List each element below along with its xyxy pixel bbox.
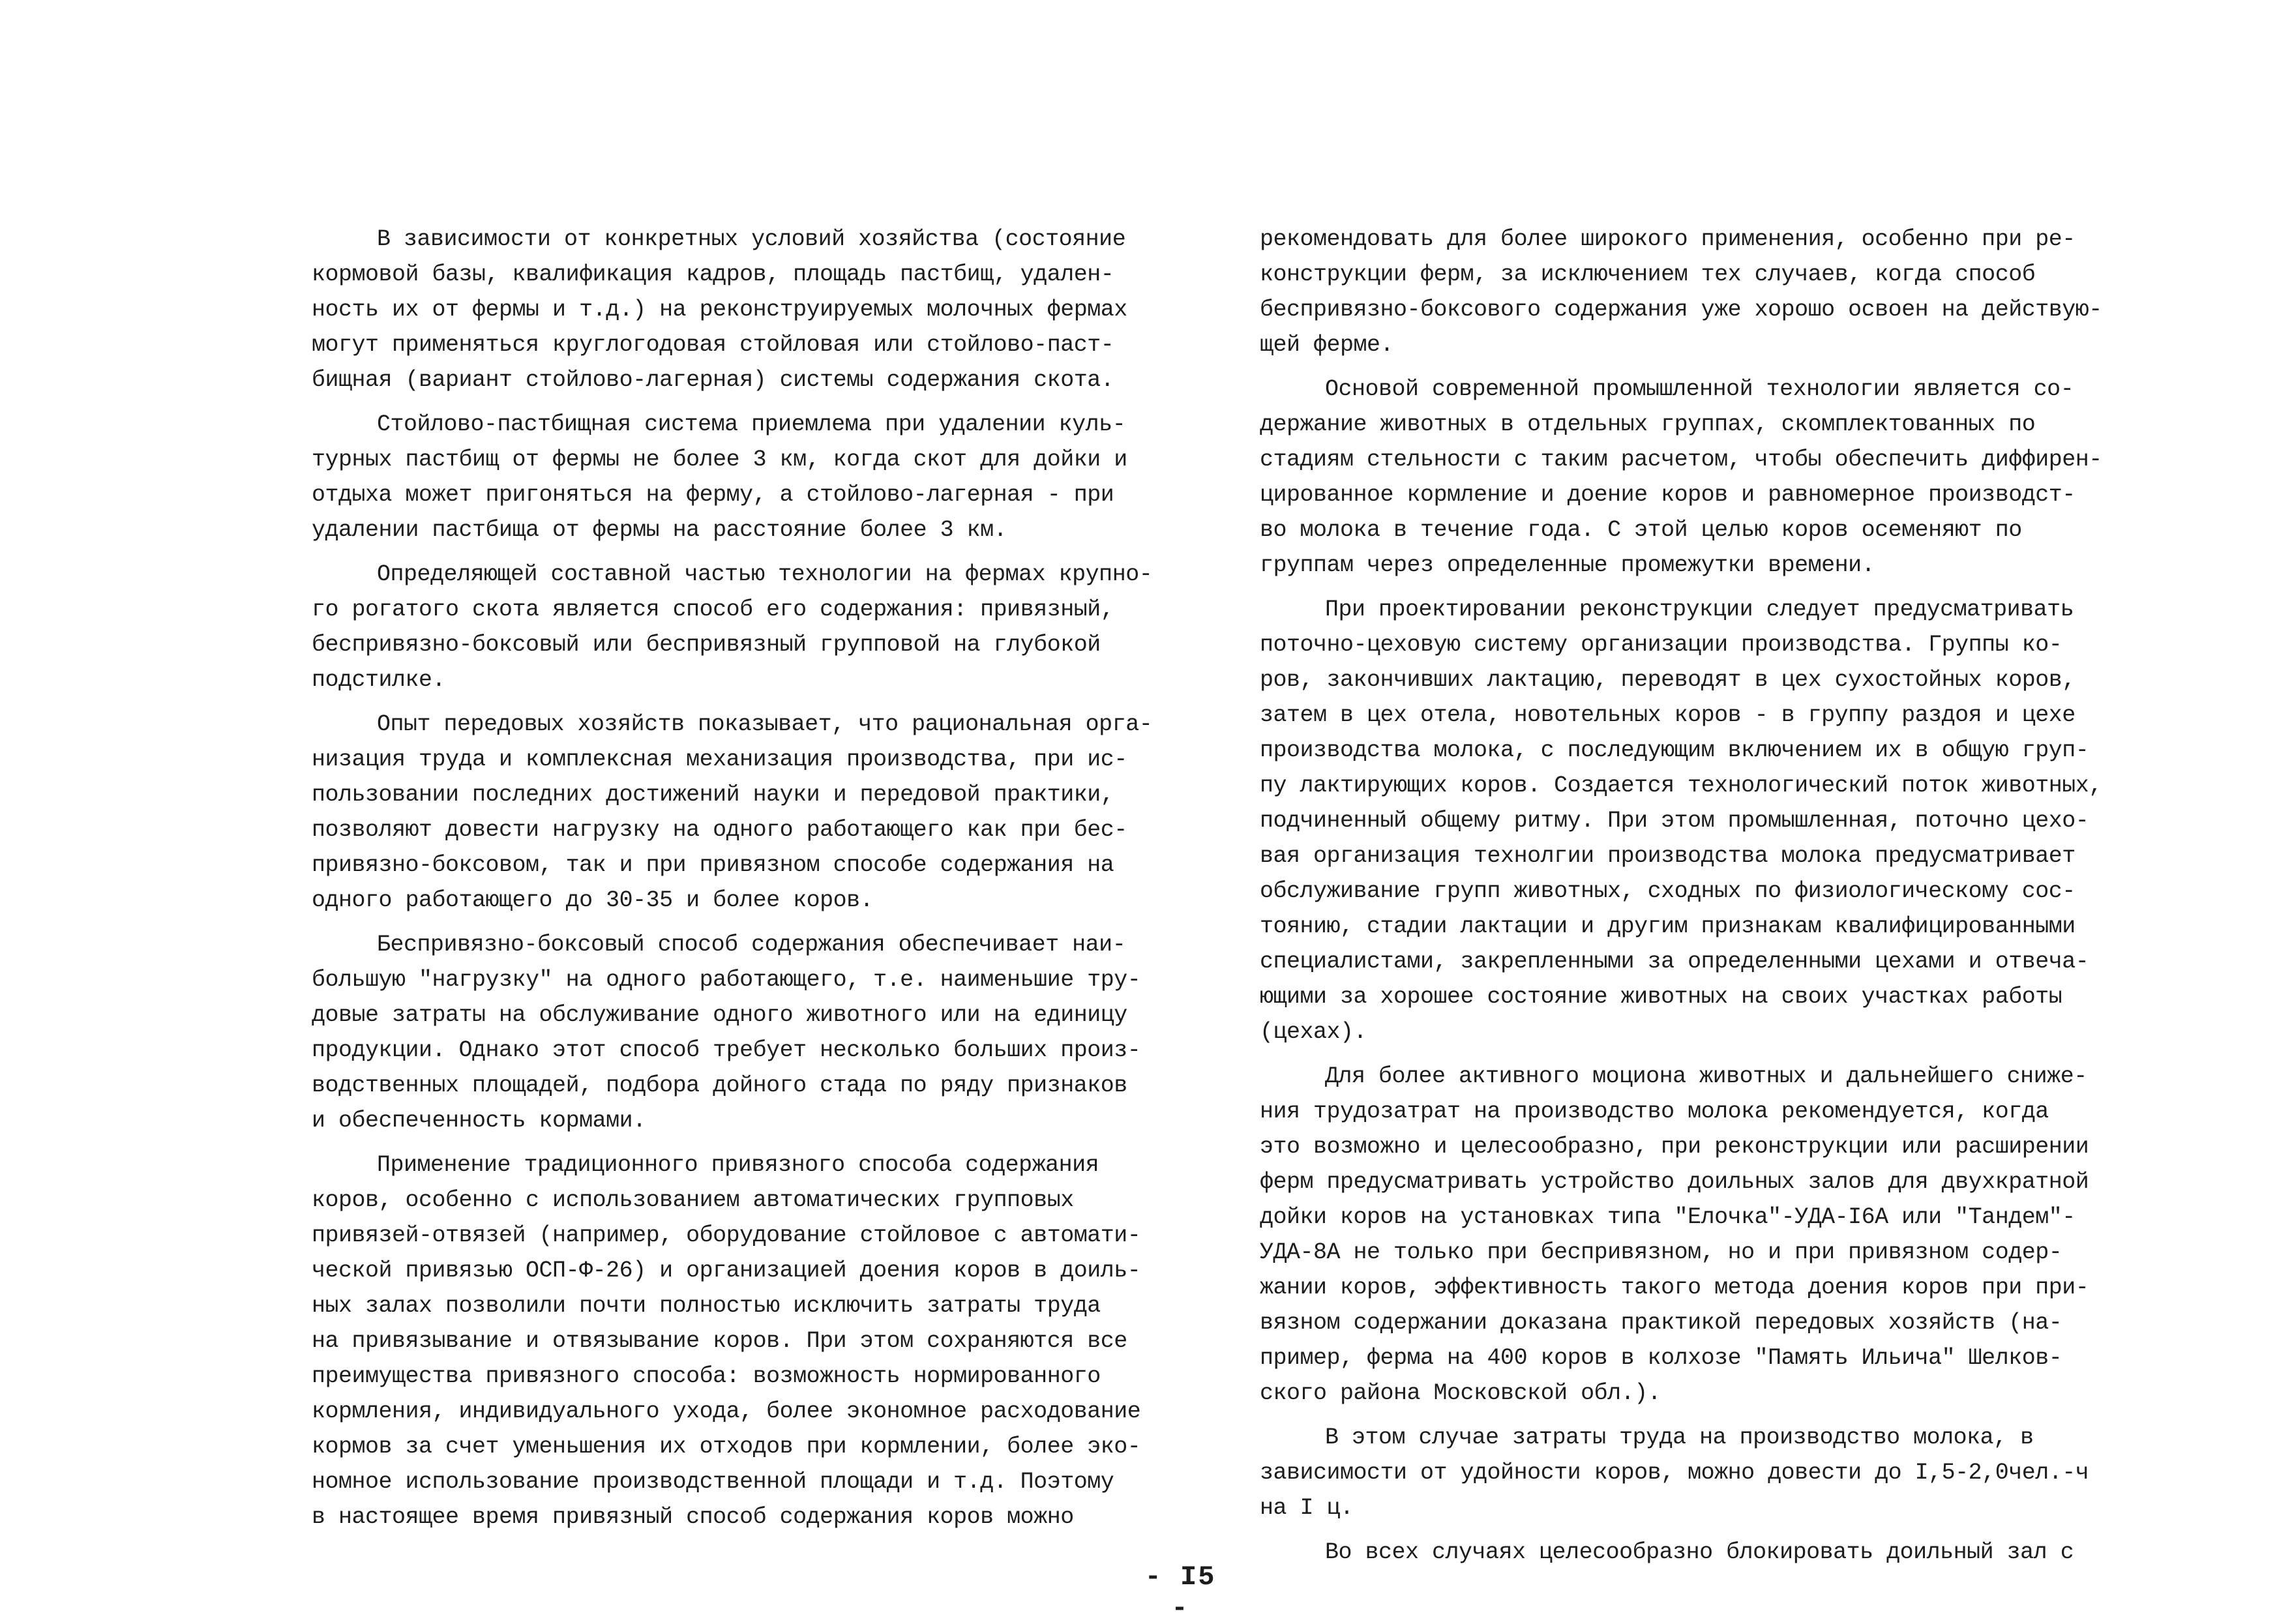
text-line: Определяющей составной частью технологии на фермах крупно-: [377, 561, 1153, 587]
text-line: на привязывание и отвязывание коров. При этом сохраняются все: [312, 1328, 1127, 1354]
paragraph: [312, 557, 1159, 698]
text-line: цированное кормление и доение коров и равномерное производст-: [1260, 482, 2076, 508]
text-line: специалистами, закрепленными за определенными цехами и отвеча-: [1260, 949, 2089, 975]
text-line: тоянию, стадии лактации и другим признакам квалифицированными: [1260, 913, 2076, 939]
text-line: производства молока, с последующим включением их в общую груп-: [1260, 737, 2089, 763]
text-line: (цехах).: [1260, 1019, 1367, 1045]
text-line: водственных площадей, подбора дойного стада по ряду признаков: [312, 1072, 1127, 1099]
text-line: дойки коров на установках типа "Елочка"-УДА-I6А или "Тандем"-: [1260, 1204, 2076, 1230]
text-line: низация труда и комплексная механизация производства, при ис-: [312, 746, 1127, 773]
text-line: При проектировании реконструкции следует предусматривать: [1325, 597, 2074, 623]
paragraph: [1260, 1420, 2121, 1526]
text-line: номное использование производственной площади и т.д. Поэтому: [312, 1469, 1114, 1495]
text-line: рекомендовать для более широкого применения, особенно при ре-: [1260, 226, 2076, 252]
text-line: зависимости от удойности коров, можно довести до I,5-2,0чел.-ч: [1260, 1460, 2089, 1486]
text-line: коров, особенно с использованием автоматических групповых: [312, 1187, 1074, 1213]
text-line: привязей-отвязей (например, оборудование стойловое с автомати-: [312, 1222, 1141, 1248]
text-line: удалении пастбища от фермы на расстояние более 3 км.: [312, 517, 1007, 543]
text-line: вая организация технолгии производства молока предусматривает: [1260, 843, 2076, 869]
text-line: ского района Московской обл.).: [1260, 1380, 1661, 1406]
text-line: одного работающего до 30-35 и более коров.: [312, 887, 874, 913]
text-line: во молока в течение года. С этой целью коров осеменяют по: [1260, 517, 2022, 543]
paragraph: [312, 927, 1159, 1138]
text-line: ров, закончивших лактацию, переводят в цех сухостойных коров,: [1260, 667, 2076, 693]
text-line: Применение традиционного привязного способа содержания: [377, 1152, 1099, 1178]
text-line: кормовой базы, квалификация кадров, площадь пастбищ, удален-: [312, 261, 1114, 288]
text-line: и обеспеченность кормами.: [312, 1108, 646, 1134]
text-line: кормов за счет уменьшения их отходов при кормлении, более эко-: [312, 1434, 1141, 1460]
text-line: ность их от фермы и т.д.) на реконструируемых молочных фермах: [312, 297, 1127, 323]
text-line: Стойлово-пастбищная система приемлема при удалении куль-: [377, 411, 1126, 437]
text-line: привязно-боксовом, так и при привязном способе содержания на: [312, 852, 1114, 878]
text-line: беспривязно-боксовый или беспривязный групповой на глубокой: [312, 632, 1101, 658]
text-line: на I ц.: [1260, 1495, 1354, 1521]
text-line: поточно-цеховую систему организации производства. Группы ко-: [1260, 632, 2062, 658]
page-number: - I5 -: [1144, 1561, 1216, 1624]
text-line: стадиям стельности с таким расчетом, чтобы обеспечить диффирен-: [1260, 447, 2102, 473]
text-line: конструкции ферм, за исключением тех случаев, когда способ: [1260, 261, 2036, 288]
text-line: довые затраты на обслуживание одного животного или на единицу: [312, 1002, 1127, 1028]
text-line: В этом случае затраты труда на производство молока, в: [1325, 1425, 2034, 1451]
text-line: могут применяться круглогодовая стойловая или стойлово-паст-: [312, 332, 1114, 358]
text-line: бищная (вариант стойлово-лагерная) системы содержания скота.: [312, 367, 1114, 393]
text-line: продукции. Однако этот способ требует несколько больших произ-: [312, 1037, 1141, 1063]
text-line: преимущества привязного способа: возможность нормированного: [312, 1363, 1101, 1389]
text-line: вязном содержании доказана практикой передовых хозяйств (на-: [1260, 1310, 2062, 1336]
text-line: большую "нагрузку" на одного работающего, т.е. наименьшие тру-: [312, 967, 1141, 993]
text-line: В зависимости от конкретных условий хозяйства (состояние: [377, 226, 1126, 252]
text-line: Опыт передовых хозяйств показывает, что рациональная орга-: [377, 711, 1153, 737]
text-line: держание животных в отдельных группах, скомплектованных по: [1260, 411, 2036, 437]
paragraph: [1260, 1059, 2121, 1411]
paragraph: [312, 1147, 1159, 1535]
text-line: обслуживание групп животных, сходных по физиологическому сос-: [1260, 878, 2076, 904]
text-line: ных залах позволили почти полностью исключить затраты труда: [312, 1293, 1101, 1319]
text-line: в настоящее время привязный способ содержания коров можно: [312, 1504, 1074, 1530]
text-line: пу лактирующих коров. Создается технологический поток животных,: [1260, 773, 2102, 799]
text-line: жании коров, эффективность такого метода доения коров при при-: [1260, 1275, 2089, 1301]
text-line: подстилке.: [312, 667, 446, 693]
text-line: ния трудозатрат на производство молока рекомендуется, когда: [1260, 1099, 2049, 1125]
text-line: пользовании последних достижений науки и передовой практики,: [312, 782, 1114, 808]
paragraph: [1260, 592, 2121, 1050]
text-line: группам через определенные промежутки времени.: [1260, 552, 1875, 578]
paragraph: [312, 707, 1159, 918]
text-line: кормления, индивидуального ухода, более экономное расходование: [312, 1398, 1141, 1425]
paragraph: [312, 407, 1159, 548]
text-line: ющими за хорошее состояние животных на своих участках работы: [1260, 984, 2062, 1010]
text-line: УДА-8А не только при беспривязном, но и при привязном содер-: [1260, 1239, 2062, 1265]
text-line: Во всех случаях целесообразно блокировать доильный зал с: [1325, 1539, 2074, 1565]
text-line: беспривязно-боксового содержания уже хорошо освоен на действую-: [1260, 297, 2102, 323]
text-line: это возможно и целесообразно, при реконструкции или расширении: [1260, 1134, 2089, 1160]
right-text-column: [1260, 222, 2121, 1579]
text-line: ческой привязью ОСП-Ф-26) и организацией доения коров в доиль-: [312, 1258, 1141, 1284]
paragraph: [1260, 1535, 2121, 1570]
paragraph: [312, 222, 1159, 398]
text-line: Основой современной промышленной технологии является со-: [1325, 376, 2074, 402]
text-line: щей ферме.: [1260, 332, 1394, 358]
text-line: ферм предусматривать устройство доильных залов для двухкратной: [1260, 1169, 2089, 1195]
left-text-column: [312, 222, 1159, 1544]
text-line: позволяют довести нагрузку на одного работающего как при бес-: [312, 817, 1127, 843]
paragraph-continuation: [1260, 222, 2121, 362]
paragraph: [1260, 372, 2121, 583]
text-line: отдыха может пригоняться на ферму, а стойлово-лагерная - при: [312, 482, 1114, 508]
text-line: пример, ферма на 400 коров в колхозе "Память Ильича" Шелков-: [1260, 1345, 2062, 1371]
text-line: го рогатого скота является способ его содержания: привязный,: [312, 597, 1114, 623]
text-line: турных пастбищ от фермы не более 3 км, когда скот для дойки и: [312, 447, 1127, 473]
text-line: Беспривязно-боксовый способ содержания обеспечивает наи-: [377, 932, 1126, 958]
text-line: Для более активного моциона животных и дальнейшего сниже-: [1325, 1063, 2087, 1089]
text-line: подчиненный общему ритму. При этом промышленная, поточно цехо-: [1260, 808, 2089, 834]
text-line: затем в цех отела, новотельных коров - в группу раздоя и цехе: [1260, 702, 2076, 728]
